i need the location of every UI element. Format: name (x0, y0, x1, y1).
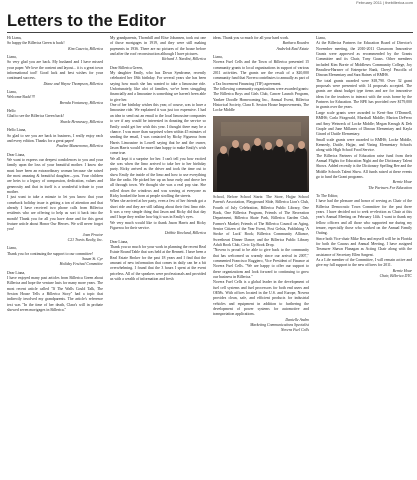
letter-signature: Danielle Andro (285, 317, 309, 322)
letter-signature: Barbara Rowden (282, 41, 309, 46)
photo-head (298, 141, 305, 149)
letter-paragraph: ideas. Thank you so much for all your hard work. (213, 36, 290, 40)
photo-head (254, 138, 261, 146)
letter-paragraph: Liana, (7, 55, 17, 60)
letter-signature: Debbie Rowland, Billerica (164, 231, 206, 236)
letter-paragraph: The following community organizations were awarded grants: The Billerica Boys and Girls Club, Cancer Launch Program, Yankee Doodle Homecoming Inc., Annual Event, Billerica Historical Society, Clara E. Sexton House Improvements, The Locke Middle (213, 87, 309, 113)
letter-paragraph: To The Editor, (316, 193, 339, 198)
letter-paragraph: Dear Billerica Green, (110, 65, 143, 70)
letter-paragraph: So glad to see you are back in business, I really enjoy each and every edition. Thanks for a great paper! (7, 133, 103, 143)
column-1 (7, 36, 103, 314)
letter-signature: C21 Travis Realty, Inc. (67, 238, 103, 243)
letter-paragraph: When she arrived at her party, even a few of her friends got a short ride and they are still talking about their first limo ride. It was a very simple thing that Jason and Ricky did that day and I hope they realize how big it was in Emily's eyes. (110, 199, 206, 220)
column-2 (110, 36, 206, 282)
photo-head (276, 139, 283, 147)
letter-signature: Holiday Festival Committee (59, 262, 103, 267)
letter-paragraph: So happy the Billerica Green is back! (7, 41, 65, 46)
letter-paragraph: Hi Liana, (7, 36, 22, 40)
issue-line: February 2011 | thebillerica.com (356, 0, 413, 5)
letter-paragraph: Hello (7, 109, 16, 114)
letter-signature: Andrelok Real Estate (276, 46, 309, 51)
letter-signature: Joan Proctor (82, 232, 103, 237)
letter-paragraph: So very glad you are back. My husband and I have missed your paper. We love the content and layout... it is a great town informational tool! Good luck and best wishes for your continued success. (7, 60, 103, 81)
letter-signature: Bernie Hoar (392, 180, 412, 185)
letter-paragraph: I have had the pleasure and honor of serving as Chair of the Billerica Democratic Town Committee for the past three years. I have decided not to seek re-election as Chair at this year's Annual Meeting on February 14th. I want to thank my fellow officers and all those who supported me during my tenure, especially those who worked on the Annual Family Outing. (316, 199, 412, 236)
letter-paragraph: Small scale grants were awarded to BMHS; Locke Middle, Kennedy, Dutile, Hajjar, and Vining Elementary Schools along with High School Food Service. (316, 137, 412, 153)
letter-paragraph: My grandparents, Thornhill and Elise Johansen, took out one of those mortgages in 1919, and they were still making payments in 1936. There are no pictures of the house before and after the roof reconstruction although I have pictures. (110, 36, 206, 57)
letter-paragraph: Since both Vice-chair Mike Rea and myself will be in Florida for both the Caucus and Annual Meeting, I have assigned Treasurer Shawn Flanagan as Acting Chair along with the assistance of Secretary Ellen Sargent. (316, 236, 412, 257)
top-bar (0, 0, 417, 5)
letter-paragraph: "Novera is proud to be able to give back to the community that has welcomed us warmly since our arrival in 2007," commented Francisco Ruggiero, Vice President of Finance at Novera Fuel Cells. "We are happy to offer our support to these organizations and look forward to continuing to grow our business in Billerica." (213, 248, 309, 279)
letter-signature: Susan St. Cyr (82, 257, 103, 262)
photo-person (217, 152, 229, 192)
letter-paragraph: Dear Liana, (7, 270, 26, 275)
letter-paragraph: Glad to see the Billerica Green back! (7, 114, 64, 119)
letter-paragraph: Novera Fuel Cells is a global leader in the development of fuel cell systems and fuel processors for both end users and OEMs. With offices located in the U.S. and Europe, Novera provides clean, safe, and efficient products for industrial vehicles and equipment in addition to furthering the development of power systems for automotive and transportation applications. (213, 280, 309, 317)
letter-paragraph: The total grants awarded were $18,790. Over 32 grant proposals were presented with 14 proposals accepted. The grants are about budget type items and are for innovative ideas for the teachers to interact with the costs borne by the Partners for Education. The BPE has provided over $179,000 in grants over the years. (316, 78, 412, 110)
letter-signature: The Partners For Education (368, 185, 412, 190)
letter-paragraph: Liana, (316, 36, 326, 40)
photo-head (243, 143, 250, 151)
letter-paragraph: As a Life member of the Committee, I will remain active and give my full support to the new officers for 2011. (316, 258, 412, 268)
photo-banner (221, 122, 301, 136)
letter-paragraph: The Billerica Partners of Education raise fund from their Annual Flights for Education Night and the Dictionary Talent Shows. Added recently is the Dictionary Spelling Bee and the Middle Schools Talent Show. All funds raised at these events go to fund the Grant programs. (316, 153, 412, 179)
letter-paragraph: Dear Liana, (7, 152, 26, 157)
letter-paragraph: I just want to take a minute to let you know that your comeback holiday issue is getting a ton of attention and that already I have received two phone calls from Billerica residents who are offering to help us sort it back into the month! Thank you for all you have done and for this great feature article about Honor Our Heroes. We will never forget you! (7, 195, 103, 232)
letter-paragraph: Welcome Back!!!! (7, 95, 36, 100)
photo-head (232, 140, 239, 148)
letter-signature: Richard J. Nardini, Billerica (161, 57, 206, 62)
photo-head (287, 144, 294, 152)
letter-paragraph: We all kept it a surprise for her. I can't tell you how excited she was when the limo arrived to take her to her birthday party. Ricky arrived as the driver and took the time out to show Emily the inside of the limo and how to use everything like the radio. He picked her up an hour early and drove her all through town. We thought she was a real pop star. She rolled down the windows and was waving at everyone as Ricky honked the horn at people strolling the streets. (110, 156, 206, 198)
photo-person (295, 147, 307, 192)
group-photo (213, 116, 309, 192)
letter-signature: Marketing Communications Specialist (250, 323, 309, 328)
letter-paragraph: Novera Fuel Cells and the Town of Billerica presented 15 community grants to local organizations in support of various 2011 activities. The grants are the result of a $20,000 community fund that Novera contributes to annually as part of a Tax Increment Financing (TIF) agreement. (213, 60, 309, 86)
letter-paragraph: Liana, (7, 90, 17, 95)
letter-paragraph: Hello Liana, (7, 128, 27, 133)
letter-paragraph: Liana, (7, 246, 17, 251)
letter-paragraph: We very much would like to thank Jason Harris and Ricky Figueroa for their service. (110, 220, 206, 231)
letter-paragraph: At the Billerica Partners for Education Board of Director's November meeting, the 2010-2011 Classroom Innovative Grants were approved as recommended by the Grants Committee and its Chair, Tony Gauss. Other members included Kim Borrie of Middlesex Community College, Joy Beaulieu-Harsner of Enterprise Bank, Cheryl Pascolla of Dinoun Elementary and Sara Baines of BMHS. (316, 41, 412, 78)
letter-signature: Bernie Hoar (392, 268, 412, 273)
letter-signature: Novera Fuel Cells (280, 328, 309, 333)
letter-paragraph: My daughter Emily, who has Down Syndrome, recently celebrated her 18th birthday. For several years she has been saying how much she has wanted to take a limousine ride. Unfortunately, like alot of families, we've been struggling financially and a limousine is something we haven't been able to give her. (110, 71, 206, 102)
letter-signature: Chair, Billerica DTC (379, 274, 412, 279)
column-4 (316, 36, 412, 279)
letter-paragraph: Thank you for continuing the support to our committee! (7, 251, 94, 256)
page-title: Letters to the Editor (7, 12, 166, 30)
letter-paragraph: School, Before School Starts: The Store, Hajjar School Parent's Association, Playground Slide, Billerica Lion's Club, Fourth of July Celebration, Billerica Public Library, One Book, One Billerica Program, Friends of The Recreation Department, Billerica Skate Park, Billerica Garden Club, Farmer's Market; Friends of The Billerica Council on Aging, Senior Citizen of the Year Event, Post Gelsia, Publishing 'A Stroke of Luck' Book; Billerica Community Alliance, Sweetheart Dinner Dance; and the Billerica Public Library Adult Book Club, Civic Up Book Drop. (213, 194, 309, 247)
letter-paragraph: We want to express our deepest condolences to you and your family upon the loss of your beautiful mother. I know she must have been an extraordinary woman because she raised the most amazing & beautiful daughter—you. Your children are heirs to a legacy of compassion, dedication, values and generosity and that in itself is a wonderful tribute to your mother. (7, 157, 103, 194)
letter-signature: Pauline Mazzenomo, Billerica (56, 144, 103, 149)
letter-signature: Diane and Wayne Thompson, Billerica (43, 81, 103, 86)
letter-paragraph: Large scale grants were awarded to Kerri-Ann O'Donnell, BMHS; Carla Fitzgerald, Marshall Middle; Marion DeFerro and Amy Weinreck of Locke Middle; Megan Keough & Deb Graple and June Millanes of Dinoun Elementary and Kayla Girard of Dutile Elementary. (316, 110, 412, 137)
photo-head (265, 142, 272, 150)
letter-signature: Sharla Hennessey, Billerica (60, 119, 103, 124)
letter-paragraph: One of her birthday wishes this year, of course, was to have a limousine ride. We explained it was just too expensive. I had an idea to send out an email to the local limousine companies to see if any would be interested in donating the service so Emily could get her wish this year. I thought there may be a chance. I was more than surprised when within 45 minutes of sending the email, I was contacted by Ricky Figueroa from Harris Limousine in Lowell saying that he and the owner, Jason Harris would be more than happy to make Emily's wish come true. (110, 103, 206, 156)
title-rule (7, 32, 413, 33)
letter-signature: Brenda Fontanesy, Billerica (59, 100, 103, 105)
photo-head (220, 146, 227, 154)
letter-paragraph: Thank you so much for your work in planning the recent Real Estate Round Table that was held at the Bennett. I have been a Real Estate Broker for the past 18 years and I find that the amount of new information that comes in daily can be a bit overwhelming. I found that the 3 hours I spent at the event priceless. All of the speakers were professionals and provided us with a wealth of information and fresh (110, 245, 206, 282)
letter-paragraph: I have enjoyed many past articles from Billerica Green about Billerica and hope the venture lasts for many more years. The most recent article called "If The Walls Could Talk, The Sexton House Tells a Billerica Story" had a topic that indirectly involved my grandparents. The article's reference text was "In the time of her death, Clara's will in probate showed seven mortgages in Billerica." (7, 276, 103, 313)
column-3 (213, 36, 309, 334)
letter-paragraph: Liana, (213, 55, 223, 60)
letter-paragraph: Dear Liana, (110, 239, 129, 244)
letter-signature: Kim Caserta, Billerica (68, 46, 103, 51)
